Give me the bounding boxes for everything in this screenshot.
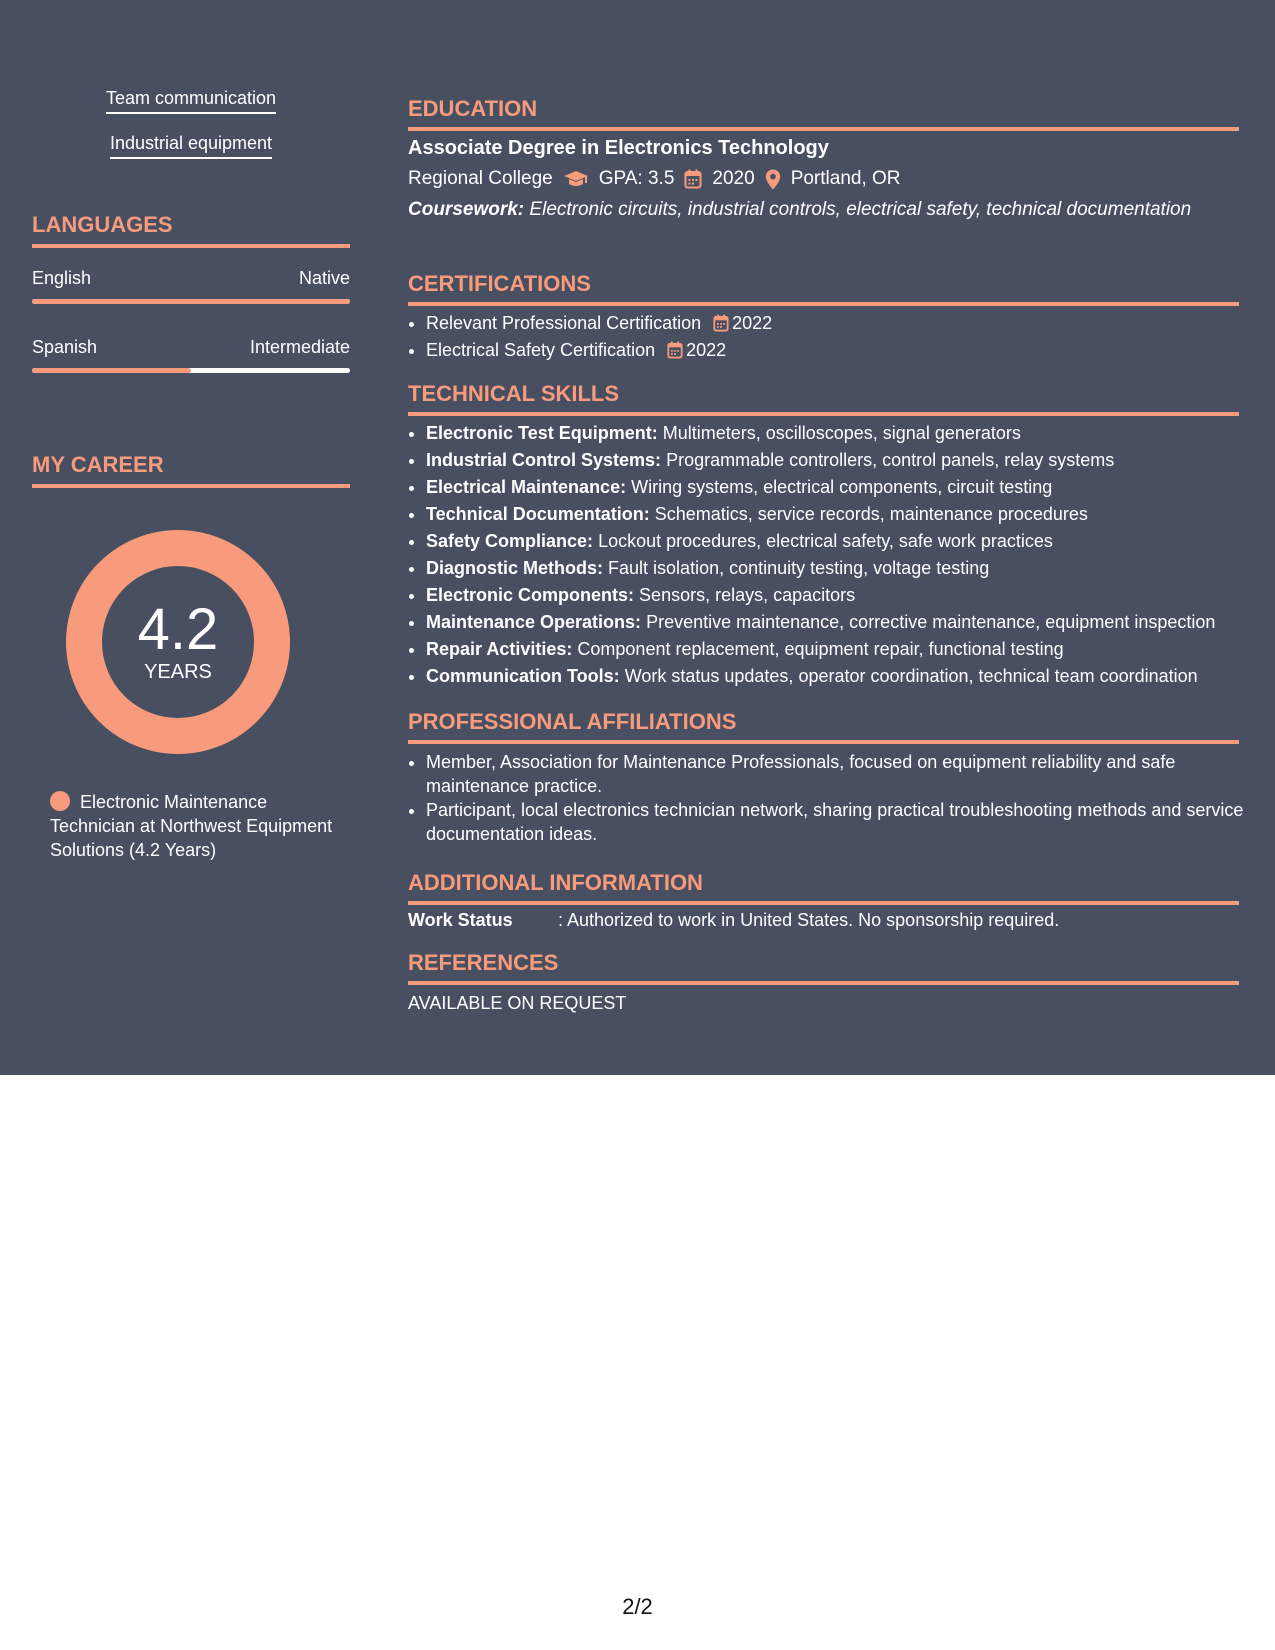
certification-item: [426, 337, 1257, 364]
skill-text: Preventive maintenance, corrective maintenance, equipment inspection: [646, 612, 1216, 632]
school-name: Regional College: [408, 168, 553, 189]
map-pin-icon: [765, 169, 781, 190]
technical-skills-heading: TECHNICAL SKILLS: [408, 381, 1239, 416]
education-heading: EDUCATION: [408, 96, 1239, 131]
languages-heading: LANGUAGES: [32, 212, 350, 248]
skill-label: Team communication: [106, 88, 276, 114]
affiliations-heading: PROFESSIONAL AFFILIATIONS: [408, 709, 1239, 744]
skill-item: [426, 555, 1257, 582]
education-location: Portland, OR: [790, 168, 901, 189]
skill-item: [426, 501, 1257, 528]
language-proficiency-bar: [32, 368, 350, 373]
skill-label: Industrial Control Systems:: [426, 450, 662, 470]
work-status-value: : Authorized to work in United States. No sponsorship required.: [558, 910, 1060, 930]
skill-item: [426, 582, 1257, 609]
language-proficiency-bar: [32, 299, 350, 304]
skill-text: Component replacement, equipment repair, functional testing: [577, 639, 1064, 659]
references-text: AVAILABLE ON REQUEST: [408, 993, 627, 1013]
certification-name: Electrical Safety Certification: [426, 340, 656, 360]
calendar-icon: [713, 314, 729, 332]
affiliation-item: • Participant, local electronics technician network, sharing practical troubleshooting methods and service documentation ideas.: [426, 798, 1257, 846]
language-level: Intermediate: [249, 337, 350, 357]
skill-text: Schematics, service records, maintenance procedures: [654, 504, 1088, 524]
career-total-value: 4.2: [137, 596, 219, 662]
skill-item: [426, 609, 1257, 636]
language-level: Native: [298, 268, 350, 288]
degree-title: Associate Degree in Electronics Technology: [408, 137, 829, 159]
affiliations-list: [408, 750, 1257, 846]
coursework: [408, 198, 1239, 222]
career-legend-label: Electronic Maintenance Technician at Northwest Equipment Solutions (4.2 Years): [50, 792, 333, 860]
technical-skills-list: [408, 420, 1257, 690]
skill-text: Multimeters, oscilloscopes, signal generators: [662, 423, 1021, 443]
skill-label: Electrical Maintenance:: [426, 477, 627, 497]
certifications-list: [408, 310, 1257, 364]
certifications-heading: CERTIFICATIONS: [408, 271, 1239, 306]
skill-text: Sensors, relays, capacitors: [639, 585, 856, 605]
skill-item: [426, 474, 1257, 501]
skill-text: Fault isolation, continuity testing, voltage testing: [608, 558, 990, 578]
gpa: GPA: 3.5: [598, 168, 675, 189]
work-status-row: [408, 910, 1239, 931]
skill-item: [426, 663, 1257, 690]
calendar-icon: [684, 169, 702, 189]
graduation-cap-icon: [563, 170, 589, 188]
certification-item: [426, 310, 1257, 337]
education-meta: [408, 168, 1239, 190]
language-row: [32, 268, 350, 289]
skill-label: Industrial equipment: [110, 133, 272, 159]
skill-item: [32, 133, 350, 159]
certification-name: Relevant Professional Certification: [426, 313, 702, 333]
language-proficiency-fill: [32, 368, 191, 373]
skill-text: Work status updates, operator coordination, technical team coordination: [624, 666, 1198, 686]
legend-dot-icon: [50, 791, 70, 811]
language-name: Spanish: [32, 337, 98, 357]
additional-info-heading: ADDITIONAL INFORMATION: [408, 870, 1239, 905]
career-donut-chart: [66, 530, 290, 754]
affiliation-item: • Member, Association for Maintenance Professionals, focused on equipment reliability and safe maintenance practice.: [426, 750, 1257, 798]
skill-item: [32, 88, 350, 114]
language-proficiency-fill: [32, 299, 350, 304]
skill-label: Electronic Components:: [426, 585, 635, 605]
career-heading: MY CAREER: [32, 452, 350, 488]
skill-label: Diagnostic Methods:: [426, 558, 604, 578]
calendar-icon: [667, 341, 683, 359]
skill-item: [426, 528, 1257, 555]
skill-item: [426, 636, 1257, 663]
skill-label: Safety Compliance:: [426, 531, 594, 551]
work-status-label: Work Status: [408, 910, 513, 930]
skill-text: Wiring systems, electrical components, circuit testing: [631, 477, 1053, 497]
graduation-year: 2020: [712, 168, 755, 189]
skill-text: Lockout procedures, electrical safety, safe work practices: [598, 531, 1053, 551]
skill-label: Electronic Test Equipment:: [426, 423, 658, 443]
certification-year: 2022: [686, 340, 727, 360]
skill-item: [426, 447, 1257, 474]
career-legend-item: [50, 790, 340, 862]
career-donut-label: [66, 530, 290, 754]
skill-label: Communication Tools:: [426, 666, 620, 686]
career-total-unit: YEARS: [144, 660, 212, 683]
page-number: 2/2: [622, 1594, 653, 1619]
skill-item: [426, 420, 1257, 447]
skill-label: Repair Activities:: [426, 639, 573, 659]
coursework-label: Coursework:: [408, 199, 525, 220]
skill-label: Technical Documentation:: [426, 504, 650, 524]
skill-label: Maintenance Operations:: [426, 612, 642, 632]
certification-year: 2022: [732, 313, 773, 333]
skill-text: Programmable controllers, control panels, relay systems: [666, 450, 1115, 470]
language-row: [32, 337, 350, 358]
references-heading: REFERENCES: [408, 950, 1239, 985]
coursework-text: Electronic circuits, industrial controls, electrical safety, technical documentation: [529, 199, 1192, 220]
language-name: English: [32, 268, 92, 288]
